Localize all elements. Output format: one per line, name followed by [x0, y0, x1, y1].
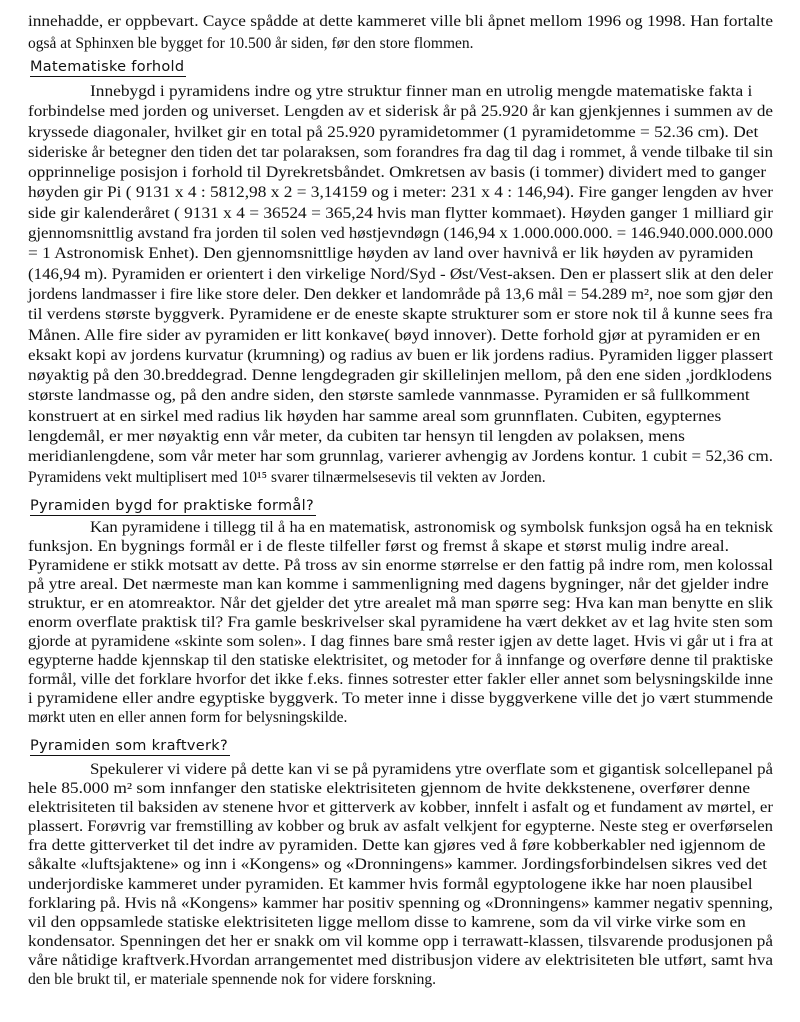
text-line: konstruert at en sirkel med radius lik høyden har samme areal som grunnflaten. Cubiten, egypternes [28, 407, 722, 425]
section-heading-kraftverk: Pyramiden som kraftverk? [30, 738, 228, 754]
text-line: enorm overflate praktisk til? Fra gamle beskrivelser skal pyramidene ha vært dekket av et lag hvite sten som [28, 614, 773, 631]
text-line: vil den oppsamlede statiske elektrisiteten ligge mellom disse to kamrene, som da vil virke virke som en [28, 913, 746, 931]
text-line: sideriske år betegner den tiden det tar polaraksen, som forandres fra dag til dag i rommet, å vende tilbake til sin [28, 143, 774, 161]
text-line: største landmasse og, på den andre siden, den største samlede vannmasse. Pyramiden er så fullkomment [28, 387, 750, 405]
text-line: Innebygd i pyramidens indre og ytre struktur finner man en utrolig mengde matematiske fakta i [89, 83, 753, 100]
text-line: meridianlengdene, som vår meter har som grunnlag, varierer avhengig av Jordens kontur. 1 cubit = 52,36 cm. [28, 448, 773, 466]
text-line: side gir kalenderåret ( 9131 x 4 = 36524 = 365,24 hvis man flytter kommaet). Høyden ganger 1 milliard gir [28, 204, 773, 222]
text-line: også at Sphinxen ble bygget for 10.500 år siden, før den store flommen. [28, 35, 474, 52]
text-line: såkalte «luftsjaktene» og inn i «Kongens» og «Dronningens» kammer. Jordingsforbindelsen sikres ved det [28, 856, 768, 874]
text-line: Kan pyramidene i tillegg til å ha en matematisk, astronomisk og symbolsk funksjon også ha en teknisk [89, 519, 773, 536]
text-line: plassert. Forøvrig var fremstilling av kobber og bruk av asfalt velkjent for egypterne. Neste steg er overførselen [28, 818, 773, 836]
section-heading-praktiske-formal: Pyramiden bygd for praktiske formål? [30, 498, 314, 514]
text-line: elektrisiteten til baksiden av stenene hvor et gitterverk av kobber, innfelt i asfalt og et fundament av mørtel, er [28, 799, 773, 817]
text-line: våre nåtidige kraftverk.Hvordan arrangementet med distribusjon videre av elektrisiteten ble utført, samt hva [28, 951, 773, 969]
text-line: lengdemål, er mer nøyaktig enn vår meter, da cubiten tar hensyn til lengden av polaksen, mens [28, 428, 685, 446]
text-line: egypterne hadde kjennskap til den statiske elektrisitet, og metoder for å innfange og overføre denne til praktiske [28, 652, 774, 669]
text-line: gjennomsnittlig avstand fra jorden til solen ved høstjevndøgn (146,94 x 1.000.000.000. = 146.940.000.000.000 [28, 225, 773, 243]
text-line: i pyramidene eller andre egyptiske byggverk. To meter inne i disse byggverkene ville det jo vært stummende [28, 690, 773, 707]
text-line: nøyaktig på den 30.breddegrad. Denne lengdegraden gir skillelinjen mellom, på den ene siden ,jordklodens [28, 367, 772, 385]
text-line: til verdens største byggverk. Pyramidene er de eneste skapte strukturer som er store nok til å kunne sees fra [28, 306, 773, 324]
paragraph-praktiske-formal [28, 518, 788, 727]
paragraph-matematiske-forhold [28, 82, 788, 488]
text-line: Spekulerer vi videre på dette kan vi se på pyramidens ytre overflate som et gigantisk solcellepanel på [89, 761, 773, 778]
intro-paragraph [28, 11, 788, 55]
text-line: mørkt uten en eller annen form for belysningskilde. [28, 709, 348, 726]
text-line: hele 85.000 m² som innfanger den statiske elektrisiteten gjennom de hvite dekkstenene, overfører denne [28, 780, 751, 798]
text-line: struktur, er en atomreaktor. Når det gjelder det ytre arealet må man spørre seg: Hva kan man benytte en slik [28, 595, 774, 612]
text-line: jordens landmasser i fire like store deler. Den dekker et landområde på 13,6 mål = 54.289 m², noe som gjør den [28, 285, 773, 303]
text-line: fra dette gitterverket til det indre av pyramiden. Dette kan gjøres ved å føre kobberkabler ned igjennom de [28, 837, 766, 855]
text-line: innehadde, er oppbevart. Cayce spådde at dette kammeret ville bli åpnet mellom 1996 og 1998. Han fortalte [28, 13, 773, 30]
text-line: funksjon. En bygnings formål er i de fleste tilfeller først og fremst å skape et størst mulig indre areal. [28, 538, 729, 555]
text-line: formål, ville det forklare hvorfor det ikke f.eks. finnes sotrester etter fakler eller annet som belysningskilde inne [28, 671, 773, 688]
text-line: underjordiske kammeret under pyramiden. Et kammer hvis formål egyptologene ikke har noen plausibel [28, 875, 753, 893]
text-line: den ble brukt til, er materiale spennende nok for videre forskning. [28, 971, 437, 989]
text-line: forbindelse med jorden og universet. Lengden av et siderisk år på 25.920 år kan gjenkjennes i summen av de [28, 103, 773, 121]
text-line: høyden gir Pi ( 9131 x 4 : 5812,98 x 2 = 3,14159 og i meter: 231 x 4 : 146,94). Fire ganger lengden av hver [28, 184, 773, 202]
text-line: Pyramidene er stikk motsatt av dette. På tross av sin enorme størrelse er den fattig på indre rom, men kolossal [28, 557, 773, 574]
text-line: forklaring på. Hvis nå «Kongens» kammer har positiv spenning og «Dronningens» kammer negativ spenning, [28, 894, 774, 912]
text-line: (146,94 m). Pyramiden er orientert i den virkelige Nord/Syd - Øst/Vest-aksen. Den er plassert slik at den deler [28, 265, 773, 283]
text-line: Pyramidens vekt multiplisert med 10¹⁵ svarer tilnærmelsesevis til vekten av Jorden. [28, 468, 546, 486]
text-line: gjorde at pyramidene «skinte som solen». I dag finnes bare små rester igjen av dette laget. Hvis vi går ut i fra at [28, 633, 773, 650]
text-line: Månen. Alle fire sider av pyramiden er litt konkave( bøyd innover). Dette forhold gjør at pyramiden er en [28, 326, 761, 344]
section-heading-matematiske-forhold: Matematiske forhold [30, 59, 185, 75]
text-line: opprinnelige posisjon i forhold til Dyrekretsbåndet. Omkretsen av basis (i tommer) dividert med to ganger [28, 164, 767, 182]
text-line: kryssede diagonaler, hvilket gir en total på 25.920 pyramidetommer (1 pyramidetomme = 52.36 cm). Det [28, 123, 759, 141]
paragraph-kraftverk [28, 760, 788, 989]
text-line: kondensator. Spenningen det her er snakk om vil komme opp i terrawatt-klassen, tilsvarende produsjonen på [28, 932, 773, 950]
text-line: på ytre areal. Det nærmeste man kan komme i sammenligning med dagens bygninger, når det gjelder indre [28, 576, 769, 593]
text-line: = 1 Astronomisk Enhet). Den gjennomsnittlige høyden av land over havnivå er lik høyden av pyramiden [28, 245, 754, 263]
text-line: eksakt kopi av jordens kurvatur (krumning) og radius av buen er lik jordens radius. Pyramiden ligger plassert [28, 346, 773, 364]
